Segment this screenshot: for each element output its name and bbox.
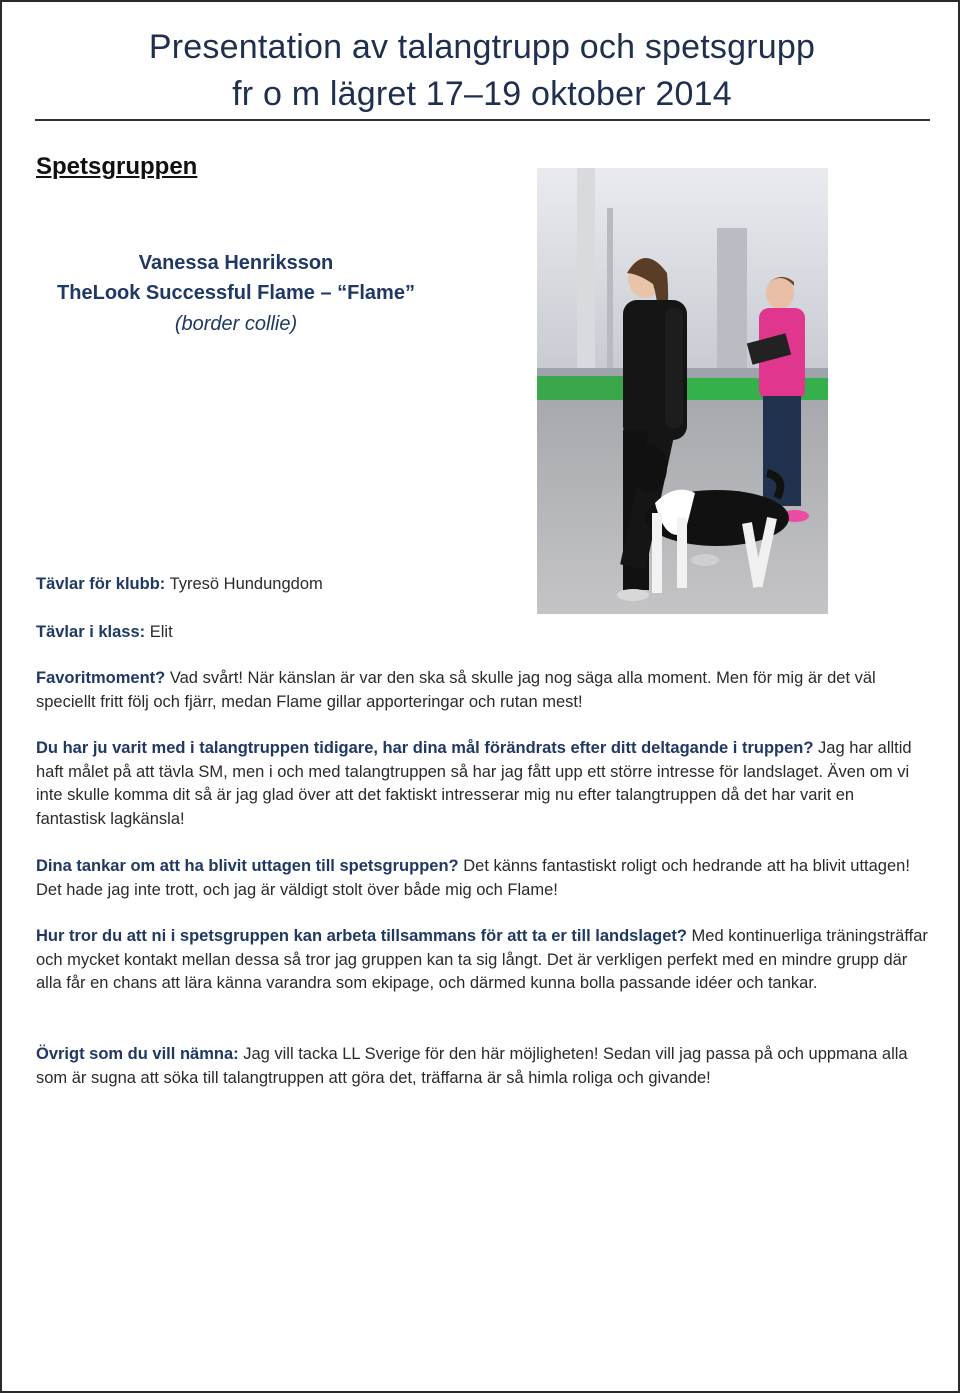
qa-answer: Vad svårt! När känslan är var den ska så skulle jag nog säga alla moment. Men för mig är det väl speciellt fritt följ och fjärr, medan Flame gillar apporteringar och rutan mest! <box>36 669 876 711</box>
section-heading: Spetsgruppen <box>36 153 198 180</box>
qa-other <box>36 1043 928 1090</box>
class-label: Tävlar i klass: <box>36 623 146 641</box>
qa-favorite <box>36 667 928 714</box>
class-info <box>36 621 928 645</box>
document-title-line-2: fr o m lägret 17–19 oktober 2014 <box>232 75 732 113</box>
qa-question: Favoritmoment? <box>36 669 166 687</box>
title-divider <box>35 119 930 121</box>
class-value: Elit <box>145 623 173 641</box>
member-photo <box>537 168 828 614</box>
qa-question: Hur tror du att ni i spetsgruppen kan arbeta tillsammans för att ta er till landslaget? <box>36 927 687 945</box>
qa-teamwork <box>36 925 928 996</box>
qa-answer: Jag vill tacka LL Sverige för den här möjligheten! Sedan vill jag passa på och uppmana alla som är sugna att söka till talangtruppen att göra det, träffarna är så himla roliga och givande! <box>36 1045 908 1087</box>
member-name: Vanessa Henriksson <box>138 252 334 274</box>
qa-answer: Jag har alltid haft målet på att tävla SM, men i och med talangtruppen så har jag fått upp ett större intresse för landslaget. Även om vi inte skulle komma dit så är jag glad över att det faktiskt intresserar mig nu efter talangtruppen då det har varit en fantastisk lagkänsla! <box>36 739 912 828</box>
dog-breed: (border collie) <box>174 313 298 335</box>
club-label: Tävlar för klubb: <box>36 575 166 593</box>
qa-answer: Med kontinuerliga träningsträffar och mycket kontakt mellan dessa så tror jag gruppen kan ta sig långt. Det är verkligen perfekt med en mindre grupp där alla får en chans att lära känna varandra som ekipage, och därmed kunna bolla passande idéer och tankar. <box>36 927 928 992</box>
qa-goals <box>36 737 928 831</box>
qa-question: Övrigt som du vill nämna: <box>36 1045 239 1063</box>
dog-name: TheLook Successful Flame – “Flame” <box>57 282 415 304</box>
club-info <box>36 573 928 597</box>
qa-question: Du har ju varit med i talangtruppen tidigare, har dina mål förändrats efter ditt deltagande i truppen? <box>36 739 814 757</box>
qa-question: Dina tankar om att ha blivit uttagen till spetsgruppen? <box>36 857 459 875</box>
qa-answer: Det känns fantastiskt roligt och hedrande att ha blivit uttagen! Det hade jag inte trott, och jag är väldigt stolt över både mig och Flame! <box>36 857 910 899</box>
club-value: Tyresö Hundungdom <box>165 575 323 593</box>
document-title-line-1: Presentation av talangtrupp och spetsgrupp <box>148 28 816 66</box>
qa-thoughts <box>36 855 928 902</box>
